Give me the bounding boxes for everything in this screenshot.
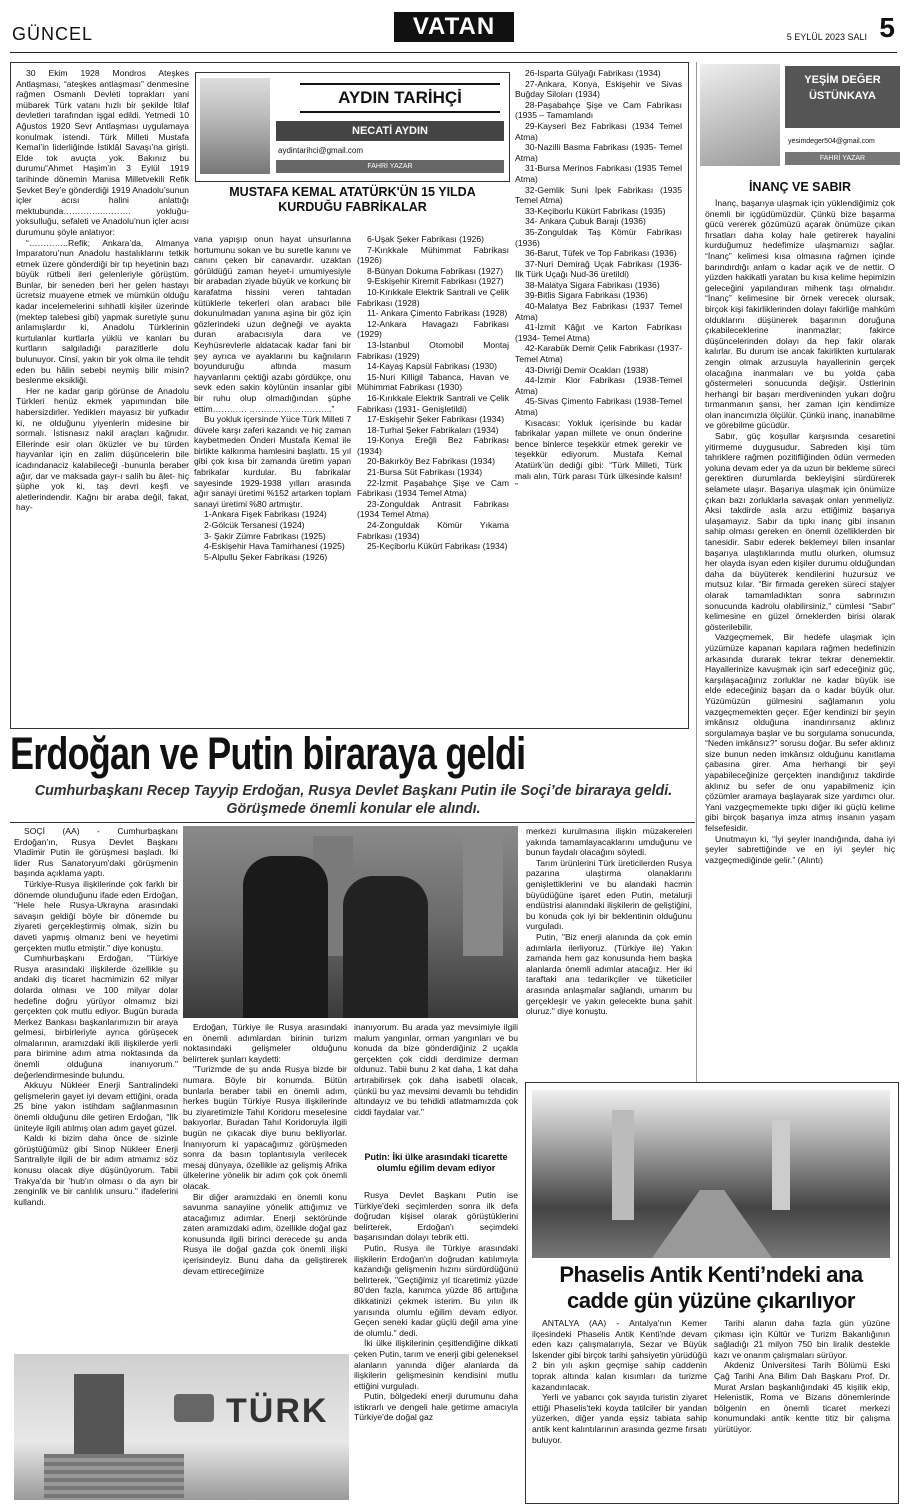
- aydin-col1-p3: Her ne kadar garip görünse de Anadolu Türkleri henüz ekmek yapımından bile habersizdirler. Yediklerı mayasız bir yufkadır ki, ne olduğunu yiyenlerin midesine bir sormalı. İstisnasız nakil araçları kağnıdır. Ellerinde esir olan öküzler ve bu türden hayvanlar için en zalim düşüncelerin bile icadındanaciz kalabileceği -bununla beraber ağır, dar ve maksada gayr-ı salih bu âlet- hiç şüphe yok ki, taş devri keşfi ve aletlerindendir. Kağnı bir araba değil, fakat, hay-: [16, 385, 189, 513]
- aydin-col4-item: 31-Bursa Merinos Fabrikası (1935 Temel Atma): [515, 163, 682, 184]
- aydin-col3-item: 14-Kayaş Kapsül Fabrikası (1930): [367, 361, 497, 372]
- aydin-col4-item: 37-Nuri Demirağ Uçak Fabrikası (1936- İlk Türk Uçağı Nud-36 üretildi): [515, 258, 682, 280]
- aydin-col4-item: 30-Nazilli Basma Fabrikası (1935- Temel Atma): [515, 142, 682, 163]
- column-divider: [696, 62, 697, 1082]
- aydin-col3-item: 9-Eskişehir Kiremit Fabrikası (1927): [367, 276, 504, 287]
- aydin-col-4: [515, 68, 682, 723]
- erdogan-col4-p3: Putin, "Biz enerji alanında da çok emin adımlarla ilerliyoruz. (Türkiye ile) Yakın zamanda hem gaz konusunda hem başka alanlarda önemli adımlar atacağız. Her iki taraftaki ana tedarikçiler ve tüketiciler arasında anlaşmalar sağlandı, umarım bu gerçekleşir ve yakın gelecekte buna şahit oluruz." diye konuştu.: [526, 931, 692, 1017]
- aydin-col2-p1: vana yapışıp onun hayat unsurlarına hortumunu sokan ve bu suretle kanını ve canını çeken bir canavardır. uzaktan görüldüğü zaman heyet-i umumiyesiyle bir arabadan ziyade büyük ve korkunç bir karafatma hissini veren tahtadan kütüklerle tekerleri olan arabacı bile dokunulmadan yanına aşina bir göz için gözlerindeki uzun değneği ve ayakta duran arabacısıyla dara ve Keyhüsrevlerle aldatacak kadar fani bir şey ayrıca ve ayaklarını bu kağnıların boyunduruğu altında masum hayvanlarını çektiği azabı gördükçe, onu sevk eden sakin köylünün insanlar gibi bir ruhu olup olmadığından şüphe ettim………… ………………………..”: [194, 234, 351, 414]
- aydin-col3-item: 11- Ankara Çimento Fabrikası (1928): [367, 308, 508, 319]
- aydin-col4-item: 34- Ankara Çubuk Barajı (1936): [525, 216, 646, 227]
- phaselis-headline: Phaselis Antik Kenti’ndeki ana cadde gün yüzüne çıkarılıyor: [559, 1262, 863, 1313]
- yesim-p1: İnanç, başarıya ulaşmak için yüklendiğimiz çok önemli bir içgüdümüzdür. Çünkü bize başarma gücü vererek gözümüzü açarak önümüze çıkan fırsatları daha kolay hale getirerek hayalini kurduğumuz hedefimize ulaşmamızı sağlar. “İnanç” kelimesi kısa olmasına rağmen içinde barındırdığı anlam o kadar açık ve de nettir. O yüzden hakikatli yaratan bu kısa kelime hepimizin geleceğini yapılandıran mihenk taşı olmalıdır. “İnanç” kelimesine bir örnek verecek olursak, birçok kişi fakirliklerinden dolayı fakirliğe mahkûm olduklarını düşünerek başarının doruğuna çıkabileceklerine inanmazlar; fakirce düşüncelerinden dolayı da hep fakir olarak kalırlar. Bu durum ise ancak fakirlikten kurtularak zengin olmak arzusuyla hayallerinin gerçek olacağına inanmaları ve bu yolda çaba göstermeleri sonucunda değişir. Üstlerinin herhangi bir başarı merdiveninden yukarı doğru tırmanmanın şansı, her zaman için kendimize olan inancımızla ölçülür. Çünkü inanç, inanabilme ve görebilme gücüdür.: [705, 198, 895, 431]
- author-photo-necati: [200, 78, 270, 174]
- aydin-col4-item: 28-Paşabahçe Şişe ve Cam Fabrikası (1935 – Tamamlandı: [515, 99, 682, 121]
- author-email: aydintarihci@gmail.com: [278, 146, 364, 155]
- erdogan-col4-p1: merkezi kurulmasına ilişkin müzakereleri yakında tamamlayacaklarını umduğunu ve bunun faydalı olacağını söyledi.: [526, 826, 692, 858]
- erdogan-col4-p2: Tarım ürünlerini Türk üreticilerden Rusya pazarına ulaştırma olanaklarını genişlettiklerini ve bu alandaki hacmin büyüdüğüne işaret eden Putin, metalurji endüstrisi alanındaki ilişkilerin de geliştiğini, bu konuda çok iyi bir beklentinin olduğunu vurguladı.: [526, 857, 692, 932]
- aydin-col3-item: 22-İzmit Paşabahçe Şişe ve Cam Fabrikası (1934 Temel Atma): [357, 477, 509, 499]
- yesim-role: FAHRİ YAZAR: [785, 152, 900, 165]
- header-rule: [10, 52, 897, 53]
- erdogan-col1-p3: Cumhurbaşkanı Erdoğan, "Türkiye Rusya arasındaki ilişkilerde özellikle şu andaki dış ticaret hacmimizin 62 milyar dolarda olması ve 100 milyar dolar hedefine doğru yürüyor olmamız bizi gerçekten çok mutlu ediyor. Bugün burada Merkez Bankası başkanlarımızın bir araya gelmesi, birbirleriyle ayrıca görüşecek olmalarının, aramızdaki ikili ilişkilerde yerli para birimine adım atma noktasında da önemli olduğuna inanıyorum." değerlendirmesinde bulundu.: [14, 953, 178, 1080]
- aydin-col4-item: 43-Divriği Demir Ocakları (1938): [525, 364, 649, 375]
- aydin-col4-item: 32-Gemlik Suni İpek Fabrikası (1935 Temel Atma): [515, 184, 682, 206]
- aydin-col4-item: 26-Isparta Gülyağı Fabrikası (1934): [525, 68, 661, 78]
- aydin-col4-item: 45-Sivas Çimento Fabrikası (1938-Temel Atma): [515, 396, 682, 417]
- yesim-email: yesimdeger504@gmail.com: [788, 138, 875, 145]
- erdogan-col-4: [526, 826, 692, 1110]
- erdogan-rule: [10, 822, 695, 823]
- aydin-col1-p1: 30 Ekim 1928 Mondros Ateşkes Antlaşması, “ateşkes antlaşması” denmesine rağmen Osmanlı Devleti toprakları yani mübarek Türk vatanı hızlı bir şekilde İtilaf devletleri tarafından işgal edildi. Yetmedi 10 Ağustos 1920 Sevr Antlaşması uygulamaya konulmak istendi. Türk Milleti Mustafa Kemal’in liderliğinde İstiklâl Savaşı’na girişti. Elde tok avuçta yok. Bakınız bu durumu“Ahmet Haşim’in 3 Eylül 1919 tarihinde dönemin Manisa Milletvekili Refik Şevket Bey’e gönderdiği 1919 Anadolu’sunun içler acısı halini anlattığı mektubunda…………..………. yokluğu-yoksulluğu, sefaleti ve Anadolu’nun içler acısı durumunu şöyle anlatıyor:: [16, 68, 189, 237]
- newspaper-logo: VATAN: [394, 12, 514, 42]
- erdogan-col-3a: [354, 1022, 518, 1146]
- plane-livery-text: TÜRK: [226, 1392, 329, 1430]
- person-left: [243, 856, 328, 1018]
- plane-stairs: [44, 1454, 184, 1500]
- aydin-col4-item: 40-Malatya Bez Fabrikası (1937 Temel Atma): [515, 301, 682, 322]
- flag-right: [463, 836, 503, 956]
- phaselis-p3: Tarihi alanın daha fazla gün yüzüne çıkması için Kültür ve Turizm Bakanlığının sağladığı 21 milyon 750 bin liralık destekle kazı ve onarım çalışmaları sürüyor.: [714, 1318, 890, 1360]
- aydin-article-title: MUSTAFA KEMAL ATATÜRK'ÜN 15 YILDA KURDUĞU FABRİKALAR: [229, 185, 476, 214]
- aydin-col4-item: 35-Zonguldak Taş Kömür Fabrikası (1936): [515, 226, 682, 248]
- page-number: 5: [879, 12, 895, 43]
- erdogan-col2-p2: "Turizmde de şu anda Rusya bizde bir numara. Böyle bir konumda. Bütün bunlarla beraber tabii en önemli adım, herkes bugün Türkiye Rusya ilişkilerinde bu ziyaretimizle Tahıl Koridoru meselesine bakıyorlar. Buradan Tahıl Koridoruyla ilgili bugün ne çıkacak diye bunu bekliyorlar. İnanıyorum ki yapacağımız görüşmeden sonra da basın toplantısıyla verilecek mesaj dünyaya, özellikle az gelişmiş Afrika ülkelerine yönelik bir adım çok çok önemli olacak.: [183, 1064, 347, 1191]
- aydin-col4-item: 39-Bitlis Sigara Fabrikası (1936): [525, 290, 648, 301]
- aydin-col3-item: 23-Zonguldak Antrasit Fabrikası (1934 Temel Atma): [357, 498, 509, 520]
- yesim-p4: Unutmayın ki, “İyi şeyler inandığında, daha iyi şeyler sabrettiğinde ve en iyi şeyler hiç vazgeçmediğinde gelir.” (Alıntı): [705, 833, 895, 865]
- aydin-col3-item: 17-Eskişehir Şeker Fabrikası (1934): [367, 414, 505, 425]
- phaselis-col-2: [714, 1318, 890, 1500]
- erdogan-col-1: [14, 826, 178, 1348]
- erdogan-col3-p2: Rusya Devlet Başkanı Putin ise Türkiye'deki seçimlerden sonra ilk defa doğrudan kişisel olarak görüştüklerini belirterek, Erdoğan'ı seçimdeki başarısından dolayı tebrik etti.: [354, 1190, 518, 1243]
- phaselis-p2: Yerli ve yabancı çok sayıda turistin ziyaret ettiği Phaselis'teki koyda tatilciler bir yandan yüzerken, diğer yanda eşsiz tabiata sahip antik kent kalıntılarının arasında gezme fırsatı buluyor.: [532, 1392, 707, 1445]
- aydin-col-3: [357, 234, 509, 723]
- plane-flag: [174, 1394, 214, 1422]
- aydin-col3-item: 13-İstanbul Otomobil Montaj Fabrikası (1929): [357, 339, 509, 361]
- erdogan-putin-photo: [183, 826, 518, 1018]
- aydin-col2-item-1: 1-Ankara Fişek Fabrikası (1924): [204, 509, 327, 520]
- aydin-col3-item: 25-Keçiborlu Kükürt Fabrikası (1934): [367, 541, 508, 552]
- aydin-col2-item-2: 2-Gölcük Tersanesi (1924): [204, 520, 305, 531]
- aydin-col4-item: 36-Barut, Tüfek ve Top Fabrikası (1936): [525, 248, 677, 259]
- aydin-col3-item: 6-Uşak Şeker Fabrikası (1926): [367, 234, 485, 244]
- aydin-col4-item: 38-Malatya Sigara Fabrikası (1936): [525, 279, 660, 290]
- aydin-col2-item-3: 3- Şakir Zümre Fabrikası (1925): [204, 530, 326, 541]
- aydin-col4-item: 41-İzmit Kâğıt ve Karton Fabrikası (1934- Temel Atma): [515, 322, 682, 343]
- ancient-road: [652, 1190, 772, 1258]
- person-right: [343, 876, 428, 1018]
- ruins-column: [612, 1110, 634, 1220]
- author-name: NECATİ AYDIN: [276, 121, 504, 141]
- aydin-col4-item: 42-Karabük Demir Çelik Fabrikası (1937- Temel Atma): [515, 343, 682, 365]
- phaselis-col-1: [532, 1318, 707, 1500]
- aydin-col2-p2: Bu yokluk içersinde Yüce Türk Milleti 7 düvele karşı zaferi kazandı ve hiç zaman kaybetmeden Önderi Mustafa Kemal ile birlikte kalkınma hamlesini başlattı. 15 yıl gibi çok kısa bir zamanda üretim yapan fabrikalar kurdular. Bu fabrikalar sayesinde 1929-1938 yılları arasında ağır sanayi üretimi %152 artarken toplam sanayi üretimi %80 artmıştır.: [194, 414, 351, 509]
- column-title: AYDIN TARİHÇİ: [300, 83, 500, 113]
- aydin-col4-item: 29-Kayseri Bez Fabrikası (1934 Temel Atma): [515, 120, 682, 142]
- aydin-col3-item: 24-Zonguldak Kömür Yıkama Fabrikası (1934): [357, 520, 509, 541]
- issue-date: 5 EYLÜL 2023 SALI: [786, 32, 867, 42]
- yesim-p3: Vazgeçmemek, Bir hedefe ulaşmak için yüzümüze kapanan kapılara rağmen hedefinizin arkasında durarak tekrar tekrar denemektir. Hayallerinize kavuşmak için sarf edeceğiniz güç, karşılaşacağınız zorluklar ne kadar büyük ise elde edeceğiniz başarı da o kadar büyük olur. Yüzümüzün gülmesini sağlamanın yolu vazgeçmemekten geçer. Eğer kendinizi bir şeyin imkânsız olduğuna inandırırsanız aklınız sorgulamaya başlar ve bu sorgulama sonucunda, “Neden imkânsız?” sorusu doğar. Bu sefer aklınız size bunun neden imkânsız olduğunu kanıtlama çabasına girer. Ama herhangi bir şeyi yapabileceğinize gerçekten inandığınız takdirde aklınız bu sefer de onu yapabilmeniz için çözümler aramaya başlayarak size yardımcı olur. Yani vazgeçmemekte tıpkı diğer iki güçlü kelime gibi birçok başarıya imza atmış insanın yaşam felsefesidir.: [705, 632, 895, 834]
- aydin-col3-item: 18-Turhal Şeker Fabrikaları (1934): [367, 424, 499, 435]
- erdogan-col1-p1: SOÇİ (AA) - Cumhurbaşkanı Erdoğan'ın, Rusya Devlet Başkanı Vladimir Putin ile görüşmesi başladı. İki lider Rus Sanatoryum'daki görüşmenin başında açıklama yaptı.: [14, 826, 178, 879]
- yesim-p2: Sabır, güç koşullar karşısında cesaretini yitirmeme duygusudur. Sabreden kişi tüm tahriklere rağmen pozitifliğinden ödün vermeden yoluna devam eder ya da uzun bir bekleme süreci gerektiren durumlarda bekleyişini sürdürerek selamete ulaşır. Başarıya ulaşmak için önümüze çıkan bazı zorluklarla savaşak onları yenmeliyiz. Aksi takdirde asla arzu ettiğimiz başarıya ulaşamayız. Sabır da tıpkı inanç gibi insanın sahip olması gereken en önemli özelliklerden bir tanesidir. Sabır ederek beklemeyi bilen insanlar başarıya ulaştıklarında mutlu olurken, olumsuz her olayda isyan eden kişiler durumu olduğundan daha da büyüterek kendilerini huzursuz ve mutsuz kılar. “Bir firmada gereken süreci stajyer olarak tamamladıktan sonra sabrınızın sonucunda kadrolu olabilirsiniz,” cümlesi “Sabır” kelimesine en güzel örneklerden birisi olarak gösterilebilir.: [705, 431, 895, 632]
- aydin-col3-item: 20-Bakırköy Bez Fabrikası (1934): [367, 456, 496, 467]
- aydin-col1-p2: “…………..Refik; Ankara’da, Almanya İmparatoru’nun Anadolu hastalıklarını tetkik etmek üzere gönderdiği bir tıp heyetinin bazı büyük rütbeli ileri gelenleriyle görüştüm. Bunlar, bir seneden beri her gelen hastayı ücretsiz muayene etmek ve mümkün olduğu kadar incelemelerini sıhhatli kişiler üzerinde (mektep talebesi gibi) yapmak suretiyle şunu anlamışlardır ki, Anadolu Türklerinin kurtulanlar kurtlarla yüklü ve kanları bu kurtların salgıladığı parazitlerle dolu bulunuyor. Cinsi, yakın bir yok olma ile tehdit eden bu hâlin sebebi neymiş bilir misin? beslenme eksikliği.: [16, 237, 189, 386]
- erdogan-col1-p5: Kaldı ki bizim daha önce de sizinle görüştüğümüz gibi Sinop Nükleer Enerji Santraliyle ilgili de bir adım atmamız söz konusu olacak diye düşünüyorum. Tabii Trakya'da bir 'hub'ın olması o da ayrı bir zenginlik ve bir canlılık unsuru." ifadelerini kullandı.: [14, 1133, 178, 1207]
- erdogan-col1-p2: Türkiye-Rusya ilişkilerinde çok farklı bir dönemde olunduğunu ifade eden Erdoğan, "Hele hele Rusya-Ukrayna arasındaki savaşın geldiği böyle bir dönemde bu ziyareti gerçekleştirmiş olmak, sizin bu daveti yapmış olmanız beni ve heyetimi gerçekten mutlu etmiştir." diye konuştu.: [14, 878, 178, 953]
- aydin-col3-item: 7-Kırıkkale Mühimmat Fabrikası (1926): [357, 244, 509, 266]
- erdogan-col-3b: [354, 1190, 518, 1500]
- aydin-col4-item: 27-Ankara, Konya, Eskişehir ve Sivas Buğday Siloları (1934): [515, 78, 682, 100]
- aydin-col3-item: 12-Ankara Havagazı Fabrikası (1929): [357, 318, 509, 340]
- erdogan-col3-p3: Putin, Rusya ile Türkiye arasındaki ilişkilerin Erdoğan'ın doğrudan katılımıyla kazandığı gelişmenin hızını sürdürdüğünü belirterek, "Geçtiğimiz yıl ticaretimiz yüzde 80'den fazla, kanımca yüzde 86 arttığına dikkatinizi çekmek isterim. Bu yılın ilk yarısında olumlu eğilim devam ediyor. Geçen seneki kadar güçlü değil ama yine de olumlu." dedi.: [354, 1242, 518, 1338]
- erdogan-col3-p4: İki ülke ilişkilerinin çeşitlendiğine dikkati çeken Putin, tarım ve enerji gibi geleneksel alanların yanında diğer alanlarda da ilişkilerin gelişmesinin kendisini mutlu ettiğini vurguladı.: [354, 1338, 518, 1391]
- yesim-author-name: YEŞİM DEĞER ÜSTÜNKAYA: [785, 66, 900, 128]
- erdogan-col3-p1: inanıyorum. Bu arada yaz mevsimiyle ilgili malum yangınlar, orman yangınları ve bu konuda da bize gönderdiğiniz 2 uçakla gerçekten çok ciddi derdimize derman oldunuz. Tabii bunu 2 kat daha, 1 kat daha artırabilirsek çok daha isabetli olacak, çünkü bu yaz mevsimi devamlı bu tehdidin altındayız ve bu tehdidi atlatmamızda çok ciddi faydalar var.": [354, 1022, 518, 1117]
- ruins-column: [772, 1120, 790, 1210]
- aydin-col4-p-conclusion: Kısacası: Yokluk içerisinde bu kadar fabrikalar yapan millete ve onun önderine bence binlerce teşekkür etmek gerekir ve teşekkür ediyorum. Mustafa Kemal Atatürk’ün dediği gibi: “Türk Milleti, Türk malı alın, Türk parası Türk ülkesinde kalsın! ”: [515, 417, 682, 492]
- author-photo-yesim: [700, 64, 780, 166]
- aydin-col3-item: 10-Kırıkkale Elektrik Santrali ve Çelik Fabrikası (1928): [357, 286, 509, 308]
- aydin-col-2: [194, 234, 351, 723]
- aydin-col3-item: 21-Bursa Süt Fabrikası (1934): [367, 467, 483, 478]
- aydin-col-1: [16, 68, 189, 723]
- erdogan-headline: Erdoğan ve Putin biraraya geldi: [10, 728, 526, 779]
- phaselis-photo: [532, 1090, 890, 1258]
- erdogan-subhead: Putin: İki ülke arasındaki ticarette olumlu eğilim devam ediyor: [364, 1152, 508, 1173]
- erdogan-col2-p1: Erdoğan, Türkiye ile Rusya arasındaki en önemli adımlardan birinin turizm noktasındaki gelişmeler olduğunu belirterek şunları kaydetti:: [183, 1022, 347, 1064]
- erdogan-col-2: [183, 1022, 347, 1348]
- aydin-col3-item: 19-Konya Ereğli Bez Fabrikası (1934): [357, 435, 509, 456]
- plane-photo: [14, 1354, 349, 1500]
- aydin-col2-item-4: 4-Eskişehir Hava Tamirhanesi (1925): [204, 541, 345, 552]
- aydin-col3-item: 8-Bünyan Dokuma Fabrikası (1927): [367, 265, 504, 276]
- aydin-col2-item-5: 5-Alpullu Şeker Fabrikası (1926): [204, 551, 328, 562]
- aydin-col3-item: 16-Kırıkkale Elektrik Santrali ve Çelik Fabrikası (1931- Genişletildi): [357, 392, 509, 414]
- aydin-col4-item: 33-Keçiborlu Kükürt Fabrikası (1935): [525, 205, 666, 216]
- phaselis-p4: Akdeniz Üniversitesi Tarih Bölümü Eski Çağ Tarihi Ana Bilim Dalı Başkanı Prof. Dr. Murat Arslan başkanlığındaki 45 kişilik ekip, Helenistik, Roma ve Bizans dönemlerinde bölgenin en önemli ticaret merkezi konumundaki antik kentte titiz bir çalışma yürütüyor.: [714, 1360, 890, 1434]
- erdogan-col2-p3: Bir diğer aramızdaki en önemli konu savunma sanayiine yönelik attığımız ve atacağımız adımlar. Enerji sektöründe zaten aramızdaki adım, özellikle doğal gaz konusunda ilgili birinci derecede şu anda Rusya ile doğal gazda çok önemli ilişki içerisindeyiz. Bunu daha da geliştirerek devam ettireceğimize: [183, 1191, 347, 1276]
- yesim-article-body: [705, 198, 895, 1066]
- phaselis-p1: ANTALYA (AA) - Antalya'nın Kemer ilçesindeki Phaselis Antik Kenti'nde devam eden kazı çalışmalarıyla, Sezar ve Büyük İskender gibi birçok tarihi şahsiyetin yürüdüğü 2 bin yılı aşkın geçmişe sahip caddenin toprak altında kalan kısımları da turizme kazandırılacak.: [532, 1318, 707, 1392]
- aydin-col3-item: 15-Nuri Killigil Tabanca, Havan ve Mühimmat Fabrikası (1930): [357, 371, 509, 393]
- erdogan-col1-p4: Akkuyu Nükleer Enerji Santralindeki gelişmelerin gayet iyi devam ettiğini, orada 25 bine yakın istihdam sağlanmasının önemli olduğunu dile getiren Erdoğan, "İlk üniteyle ilgili atılmış olan adım gayet güzel.: [14, 1080, 178, 1133]
- section-title: GÜNCEL: [12, 24, 94, 44]
- author-role: FAHRİ YAZAR: [276, 160, 504, 173]
- yesim-article-title: İNANÇ VE SABIR: [748, 180, 852, 194]
- erdogan-col3-p5: Putin, bölgedeki enerji durumunu daha istikrarlı ve dengeli hale getirme amacıyla Türkiye'de doğal gaz: [354, 1391, 518, 1423]
- aydin-col4-item: 44-İzmir Klor Fabrikası (1938-Temel Atma): [515, 375, 682, 396]
- erdogan-subheadline: Cumhurbaşkanı Recep Tayyip Erdoğan, Rusya Devlet Başkanı Putin ile Soçi’de biraraya geldi. Görüşmede önemli konular ele alındı.: [34, 783, 673, 817]
